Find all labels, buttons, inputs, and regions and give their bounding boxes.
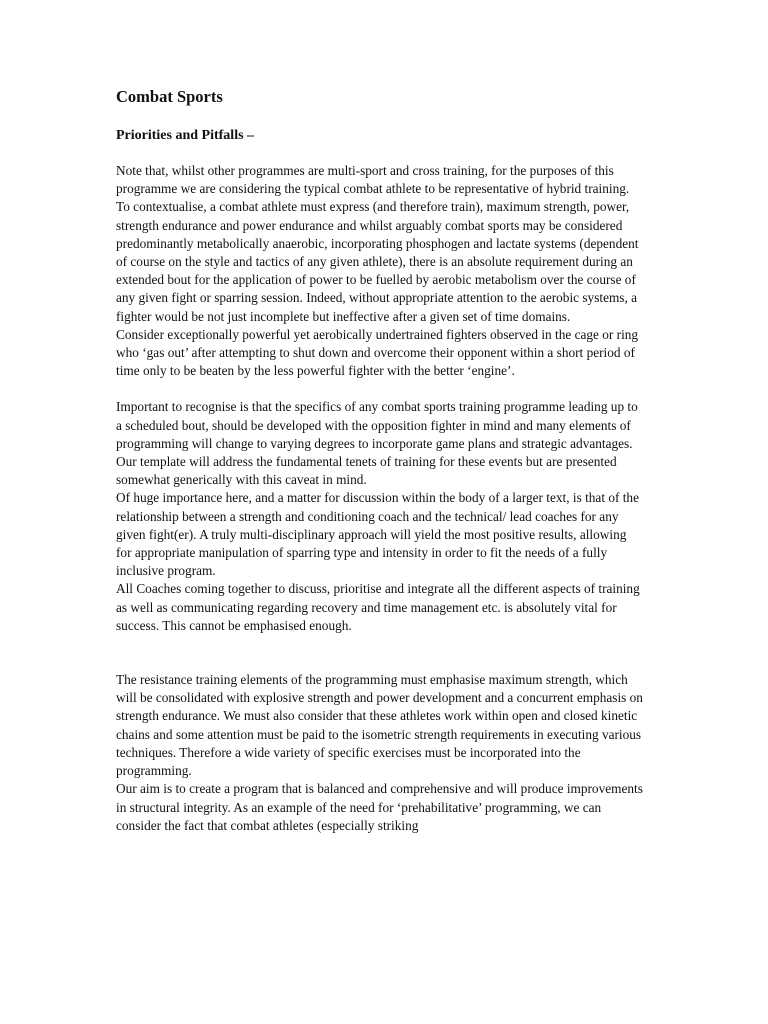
paragraph-4: Important to recognise is that the specifics of any combat sports training programme leading up to a scheduled bout, should be developed with the opposition fighter in mind and many elements of programming will change to varying degrees to incorporate game plans and strategic advantages. Our template will address the fundamental tenets of training for these events but are presented somewhat generically with this caveat in mind. [116,399,638,488]
document-body [116,86,644,835]
paragraph-5: Of huge importance here, and a matter for discussion within the body of a larger text, is that of the relationship between a strength and conditioning coach and the technical/ lead coaches for any given fight(er). A truly multi-disciplinary approach will yield the most positive results, allowing for appropriate manipulation of sparring type and intensity in order to fit the needs of a fully inclusive program. [116,490,639,579]
paragraph-7: The resistance training elements of the programming must emphasise maximum strength, which will be consolidated with explosive strength and power development and a concurrent emphasis on strength endurance. We must also consider that these athletes work within open and closed kinetic chains and some attention must be paid to the isometric strength requirements in executing various techniques. Therefore a wide variety of specific exercises must be incorporated into the programming. [116,672,643,779]
section-spacer [116,635,644,671]
paragraph-3: Consider exceptionally powerful yet aerobically undertrained fighters observed in the cage or ring who ‘gas out’ after attempting to shut down and overcome their opponent within a short period of time only to be beaten by the less powerful fighter with the better ‘engine’. [116,326,639,379]
document-title: Combat Sports [116,87,223,106]
section-heading: Priorities and Pitfalls – [116,128,255,143]
paragraph-6: All Coaches coming together to discuss, prioritise and integrate all the different aspects of training as well as communicating regarding recovery and time management etc. is absolutely vital for success. This cannot be emphasised enough. [116,581,640,633]
paragraph-8: Our aim is to create a program that is balanced and comprehensive and will produce improvements in structural integrity. As an example of the need for ‘prehabilitative’ programming, we can consider the fact that combat athletes (especially striking [116,781,643,833]
paragraph-2: To contextualise, a combat athlete must express (and therefore train), maximum strength, power, strength endurance and power endurance and whilst arguably combat sports may be considered predominantly metabolically anaerobic, incorporating phosphogen and lactate systems (dependent of course on the style and tactics of any given athlete), there is an absolute requirement during an extended bout for the application of power to be fuelled by aerobic metabolism over the course of any given fight or sparring session. Indeed, without appropriate attention to the aerobic systems, a fighter would be not just incomplete but ineffective after a given set of time domains. [116,199,639,324]
paragraph-1: Note that, whilst other programmes are multi-sport and cross training, for the purposes of this programme we are considering the typical combat athlete to be representative of hybrid training. [116,163,630,197]
paragraph-spacer [116,380,644,398]
